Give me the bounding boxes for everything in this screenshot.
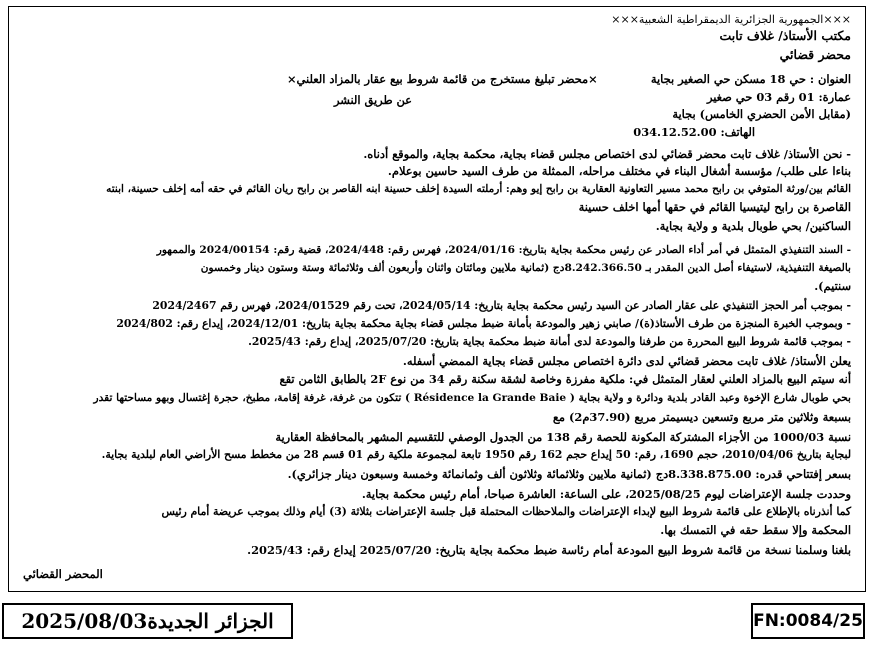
legal-notice: [8, 6, 866, 592]
newspaper-date-box: [2, 603, 293, 639]
newspaper-date: الجزائر الجديدة2025/08/03: [21, 609, 274, 633]
paragraph-line: - السند التنفيذي المتمثل في أمر أداء الصادر عن رئيس محكمة بجاية بتاريخ: 2024/01/16، فهرس رقم: 2024/448، قضية رقم: 2024/00154 والممهور: [156, 244, 851, 256]
paragraph-line: بحي طوبال شارع الإخوة وعبد القادر بلدية ودائرة و ولاية بجاية ( Résidence la Grande Baie ) تتكون من غرفة، غرفة إقامة، مطبخ، حجرة إغتسال وبهو مساحتها تقدر: [93, 392, 851, 404]
republic-header: ×××الجمهورية الجزائرية الديمقراطية الشعبية×××: [611, 13, 851, 26]
paragraph-line: بلغنا وسلمنا نسخة من قائمة شروط البيع المودعة أمام رئاسة ضبط محكمة بجاية بتاريخ: 2025/07/20 إيداع رقم: 2025/43.: [247, 543, 851, 557]
address-landmark: (مقابل الأمن الحضري الخامس) بجاية: [672, 107, 851, 121]
paragraph-line: لبجاية بتاريخ 2010/04/06، حجم 1690، رقم: 50 إيداع حجم 162 رقم 1950 تابعة لمجموعة ملكية رقم 01 قسم 28 من مخطط مسح الأراضي العام لبلدية بجاية.: [101, 448, 851, 461]
paragraph-line: - نحن الأستاذ/ غلاف تابت محضر قضائي لدى اختصاص مجلس قضاء بجاية، محكمة بجاية، والموقع أدناه.: [363, 147, 851, 161]
paragraph-line: القائم بين/ورثة المتوفي بن رابح محمد مسير التعاونية العقارية بن رابح إيو وهم: أرملته السيدة إخلف حسينة ابنه القاصر بن رابح ريان القائم في حقه أمه إخلف حسينة، ابنته: [106, 183, 851, 195]
paragraph-line: سنتيم).: [814, 279, 851, 293]
paragraph-line: نسبة 1000/03 من الأجزاء المشتركة المكونة للحصة رقم 138 من الجدول الوصفي للتقسيم المشهر بالمحافظة العقارية: [275, 430, 851, 444]
paragraph-line: أنه سيتم البيع بالمزاد العلني لعقار المتمثل في: ملكية مفرزة وخاصة لشقة سكنة رقم 34 من نوع 2F بالطابق الثامن تقع: [279, 372, 851, 386]
paragraph-line: بناءا على طلب/ مؤسسة أشغال البناء في مختلف مراحله، الممثلة من طرف السيد حاسين بوعلام.: [387, 164, 851, 178]
paragraph-line: بسبعة وثلاثين متر مربع وتسعين ديسيمتر مربع (37.90م2) مع: [552, 410, 851, 424]
address: العنوان : حي 18 مسكن حي الصغير بجاية: [650, 72, 851, 86]
publication-method: عن طريق النشر: [334, 93, 412, 107]
paragraph-line: يعلن الأستاذ/ غلاف تابت محضر قضائي لدى دائرة اختصاص مجلس قضاء بجاية الممضي أسفله.: [402, 354, 851, 368]
paragraph-line: بالصيغة التنفيذية، لاستيفاء أصل الدين المقدر بـ 8.242.366.50دج (ثمانية ملايين ومائتان واثنان وأربعون ألف وثلاثمائة وستة وستون دينار وخمسون: [200, 262, 851, 274]
signature-label: المحضر القضائي: [23, 567, 103, 581]
paragraph-line: كما أنذرناه بالإطلاع على قائمة شروط البيع لإبداء الإعتراضات والملاحظات المحتملة قبل جلسة الإعتراضات بثلاثة (3) أيام وذلك بموجب عريضة أمام رئيس: [161, 505, 851, 518]
paragraph-line: - بموجب أمر الحجز التنفيذي على عقار الصادر عن السيد رئيس محكمة بجاية بتاريخ: 2024/05/14، تحت رقم 2024/01529، فهرس رقم 2024/2467: [152, 299, 851, 312]
paragraph-line: وحددت جلسة الإعتراضات ليوم 2025/08/25، على الساعة: العاشرة صباحا، أمام رئيس محكمة بجاية.: [361, 487, 851, 501]
paragraph-line: - وبموجب الخبرة المنجزة من طرف الأستاذ(ة)/ صابني زهير والمودعة بأمانة ضبط مجلس قضاء بجاية محكمة بجاية بتاريخ: 2024/12/01، إيداع رقم: 2024/802: [116, 317, 851, 330]
paragraph-line: الساكنين/ بحي طوبال بلدية و ولاية بجاية.: [655, 219, 851, 233]
paragraph-line: المحكمة وإلا سقط حقه في التمسك بها.: [660, 523, 851, 537]
paragraph-line: - بموجب قائمة شروط البيع المحررة من طرفنا والمودعة لدى أمانة ضبط محكمة بجاية بتاريخ: 2025/07/20، إيداع رقم: 2025/43.: [248, 335, 851, 348]
file-number-box: [751, 603, 865, 639]
document-title: ×محضر تبليغ مستخرج من قائمة شروط بيع عقار بالمزاد العلني×: [287, 72, 598, 86]
building-address: عمارة: 01 رقم 03 حي صغير: [706, 90, 851, 104]
paragraph-line: بسعر إفتتاحي قدره: 8.338.875.00دج (ثمانية ملايين وثلاثمائة وثلاثون ألف وثمانمائة وخمسة وسبعون دينار جزائري).: [287, 467, 851, 481]
paragraph-line: القاصرة بن رابح ليتيسيا القائم في حقها أمها اخلف حسينة: [578, 200, 851, 214]
file-number: FN:0084/25: [753, 611, 863, 631]
office-title: محضر قضائي: [779, 47, 851, 62]
phone-number: الهاتف: 034.12.52.00: [633, 125, 755, 139]
office-name: مكتب الأستاذ/ غلاف تابت: [719, 28, 851, 43]
